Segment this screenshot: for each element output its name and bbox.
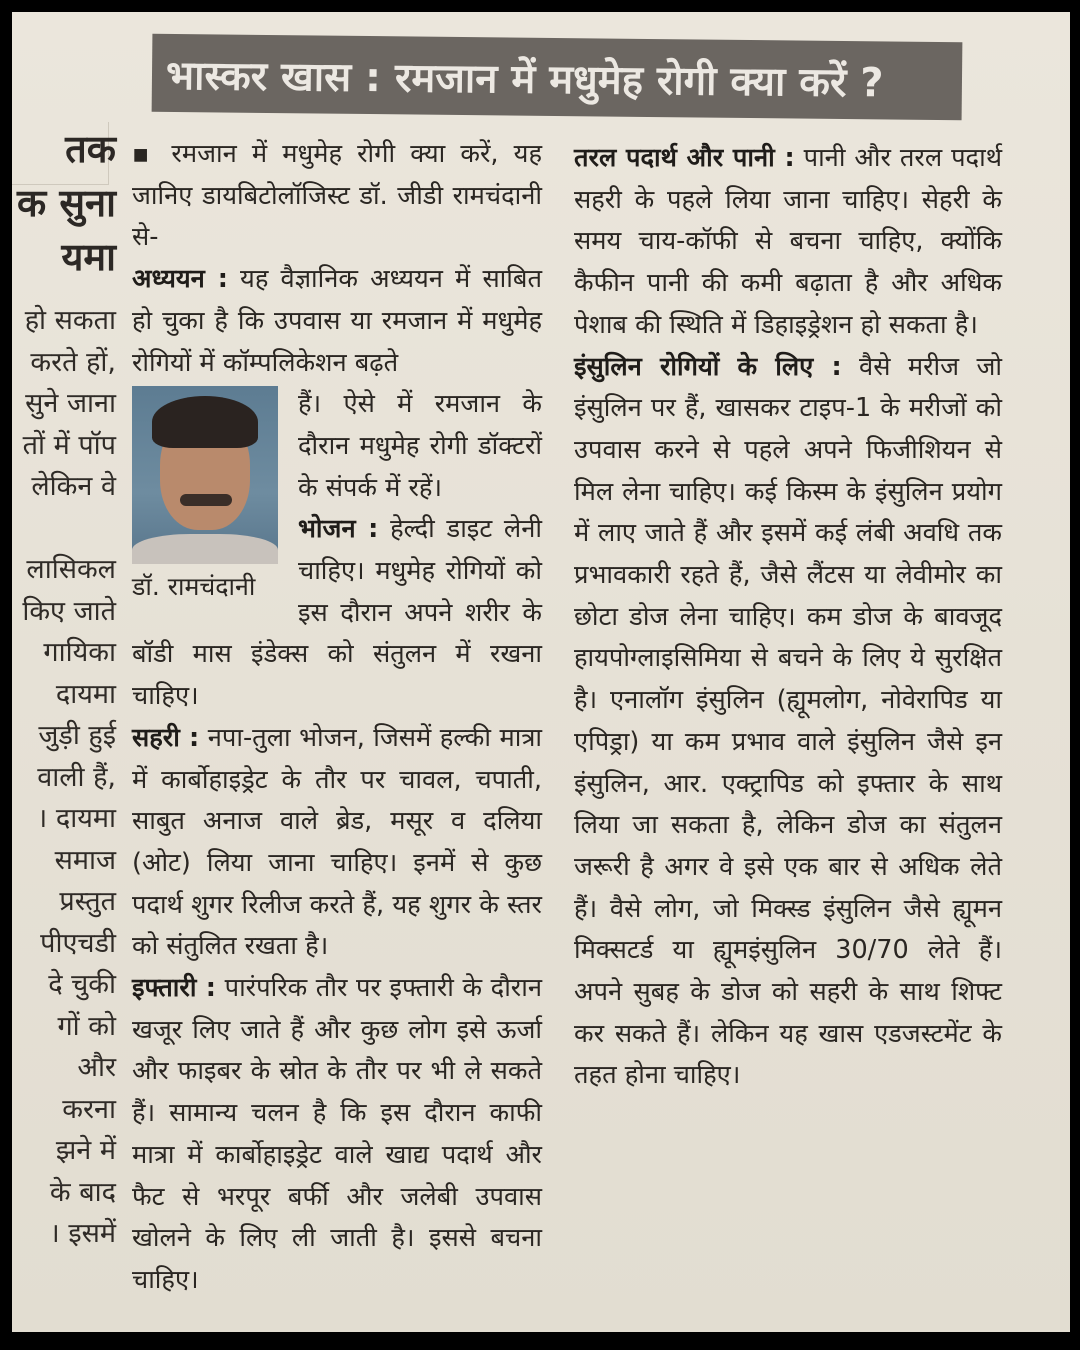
strip-headline-line: यमा xyxy=(61,235,116,279)
fluid-heading: तरल पदार्थ और पानी : xyxy=(574,143,795,173)
strip-text-line: तों में पॉप xyxy=(22,429,116,461)
photo-caption: डॉ. रामचंदानी xyxy=(132,572,256,602)
sehri-paragraph xyxy=(132,718,542,968)
strip-headline-line: क सुना xyxy=(16,181,116,225)
iftari-heading: इफ्तारी : xyxy=(132,973,216,1004)
strip-text-line: के बाद xyxy=(49,1176,116,1208)
article-column-1 xyxy=(132,134,542,1302)
study-text: यह वैज्ञानिक अध्ययन में साबित हो चुका है कि उपवास या रमजान में मधुमेह रोगियों में कॉम्पलिकेशन बढ़ते xyxy=(132,264,542,378)
insulin-heading: इंसुलिन रोगियों के लिए : xyxy=(574,351,842,382)
strip-text-line: गायिका xyxy=(43,637,116,668)
strip-text-line: और xyxy=(77,1052,116,1083)
strip-text-line: किए जाते xyxy=(22,595,116,627)
adjacent-article-strip xyxy=(12,122,120,1332)
diet-text: हेल्दी डाइट लेनी चाहिए। मधुमेह रोगियों को इस दौरान अपने शरीर के बॉडी मास इंडेक्स को संतुलन में रखना चाहिए। xyxy=(132,514,542,712)
article-headline-banner: भास्कर खास : रमजान में मधुमेह रोगी क्या करें ? xyxy=(152,34,963,120)
strip-text-line: झने में xyxy=(55,1135,116,1166)
strip-text-line: हो सकता xyxy=(24,305,116,336)
strip-text-line: पीएचडी xyxy=(40,927,116,959)
strip-text-line: प्रस्तुत xyxy=(59,886,116,917)
insulin-paragraph xyxy=(574,347,1002,1098)
article-column-2 xyxy=(574,138,1002,1097)
diet-heading: भोजन : xyxy=(298,514,379,545)
study-paragraph xyxy=(132,259,542,384)
strip-text-line: । इसमें xyxy=(49,1218,116,1249)
iftari-paragraph xyxy=(132,968,542,1302)
strip-text-line: जुड़ी हुई xyxy=(38,720,116,751)
strip-text-line: लेकिन वे xyxy=(31,471,116,502)
strip-text-line: करते हों, xyxy=(30,346,116,378)
strip-text-line: लासिकल xyxy=(26,554,116,585)
strip-text-line: समाज xyxy=(54,844,116,876)
strip-text-line: दे चुकी xyxy=(48,969,116,1000)
study-paragraph-cont: हैं। ऐसे में रमजान के दौरान मधुमेह रोगी डॉक्टरों के संपर्क में रहें। xyxy=(298,389,542,503)
strip-headline-line: तक xyxy=(65,127,116,171)
strip-text-line: दायमा xyxy=(55,678,116,710)
study-heading: अध्ययन : xyxy=(132,264,228,295)
strip-text-line: वाली हैं, xyxy=(37,761,116,793)
fluid-text: पानी और तरल पदार्थ सहरी के पहले लिया जाना चाहिए। सेहरी के समय चाय-कॉफी से बचना चाहिए, क्योंकि कैफीन पानी की कमी बढ़ाता है और अधिक पेशाब की स्थिति में डिहाइड्रेशन हो सकता है। xyxy=(574,143,1002,340)
newspaper-clipping xyxy=(12,12,1070,1332)
iftari-text: पारंपरिक तौर पर इफ्तारी के दौरान खजूर लिए जाते हैं और कुछ लोग इसे ऊर्जा और फाइबर के स्रोत के तौर पर भी ले सकते हैं। सामान्य चलन है कि इस दौरान काफी मात्रा में कार्बोहाइड्रेट वाले खाद्य पदार्थ और फैट से भरपूर बर्फी और जलेबी उपवास खोलने के लिए ली जाती है। इससे बचना चाहिए। xyxy=(132,973,542,1295)
strip-text-line: करना xyxy=(62,1093,116,1125)
sehri-heading: सहरी : xyxy=(132,722,200,753)
intro-paragraph: ▪ रमजान में मधुमेह रोगी क्या करें, यह जानिए डायबिटोलॉजिस्ट डॉ. जीडी रामचंदानी से- xyxy=(132,139,542,253)
strip-text-line: सुने जाना xyxy=(25,388,116,419)
doctor-photo xyxy=(132,386,278,564)
strip-text-line: । दायमा xyxy=(37,803,116,834)
doctor-photo-block xyxy=(132,386,284,604)
sehri-text: नपा-तुला भोजन, जिसमें हल्की मात्रा में कार्बोहाइड्रेट के तौर पर चावल, चपाती, साबुत अनाज वाले ब्रेड, मसूर व दलिया (ओट) लिया जाना चाहिए। इनमें से कुछ पदार्थ शुगर रिलीज करते हैं, यह शुगर के स्तर को संतुलित रखता है। xyxy=(132,722,543,962)
strip-text-line: गों को xyxy=(57,1010,116,1042)
insulin-text: वैसे मरीज जो इंसुलिन पर हैं, खासकर टाइप-1 के मरीजों को उपवास करने से पहले अपने फिजीशियन से मिल लेना चाहिए। कई किस्म के इंसुलिन प्रयोग में लाए जाते हैं और इसमें कई लंबी अवधि तक प्रभावकारी रहते हैं, जैसे लैंटस या लेवीमोर का छोटा डोज लेना चाहिए। कम डोज के बावजूद हायपोग्लाइसिमिया से बचने के लिए ये सुरक्षित है। एनालॉग इंसुलिन (ह्यूमलोग, नोवेरापिड या एपिड्रा) या कम प्रभाव वाले इंसुलिन जैसे इन इंसुलिन, आर. एक्ट्रापिड को इफ्तार के साथ लिया जा सकता है, लेकिन डोज का संतुलन जरूरी है अगर वे इसे एक बार से अधिक लेते हैं। वैसे लोग, जो मिक्स्ड इंसुलिन जैसे ह्यूमन मिक्सटर्ड या ह्यूमइंसुलिन 30/70 लेते हैं। अपने सुबह के डोज को सहरी के साथ शिफ्ट कर सकते हैं। लेकिन यह खास एडजस्टमेंट के तहत होना चाहिए। xyxy=(574,351,1002,1091)
fluid-paragraph xyxy=(574,138,1002,347)
